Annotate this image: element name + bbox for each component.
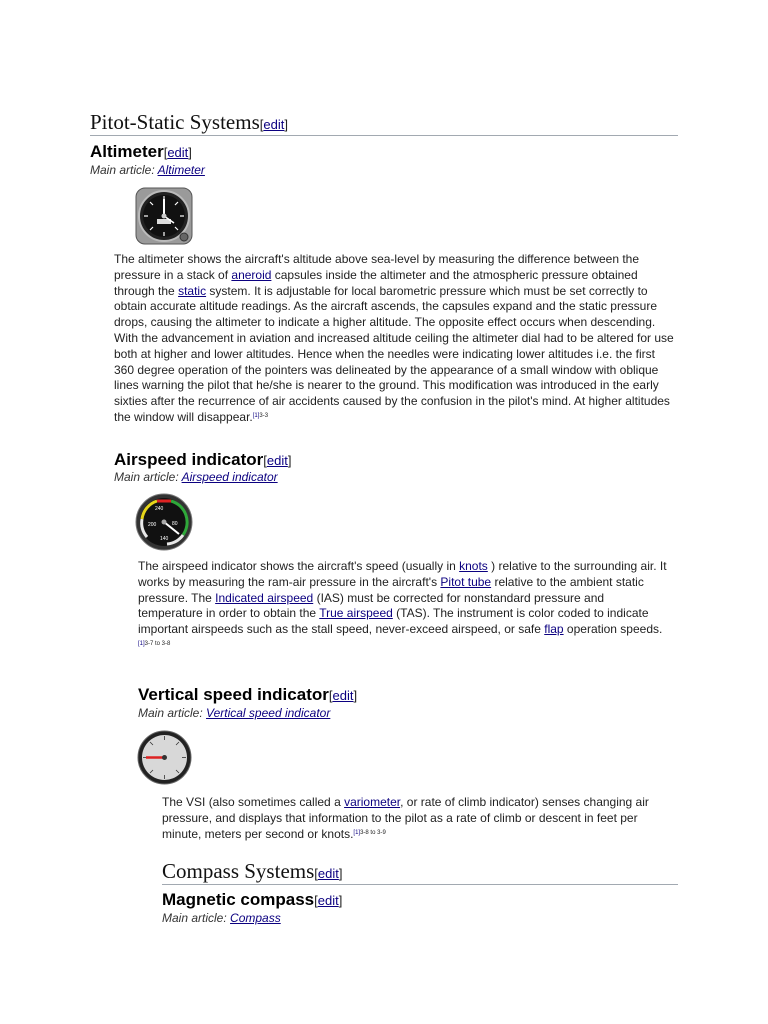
bracket-open: [ [314,893,318,908]
main-article-note [114,470,278,484]
text-span: ) relative to the surrounding air. It works by measuring the ram-air pressure in the aircraft's [138,559,667,589]
link-static[interactable]: static [178,283,207,298]
section-heading-pitot-static [90,110,288,135]
section-divider [162,884,678,885]
heading-airspeed-indicator [114,450,291,470]
bracket-open: [ [263,453,267,468]
main-article-note [162,911,281,925]
main-article-note [138,706,330,720]
main-article-link-airspeed[interactable]: Airspeed indicator [181,470,278,484]
section-divider [90,135,678,136]
altimeter-paragraph [114,252,674,426]
heading-altimeter [90,142,192,162]
reference-link[interactable]: [1] [252,412,260,419]
text-span: The airspeed indicator shows the aircraft's speed (usually in [138,559,460,573]
edit-link[interactable]: edit [317,866,339,881]
link-aneroid[interactable]: aneroid [231,267,272,282]
reference-marker [138,641,170,647]
text-span: The VSI (also sometimes called a [162,795,345,809]
subsection-title: Vertical speed indicator [138,685,329,704]
bracket-open: [ [314,866,318,881]
edit-section-link [164,145,192,160]
edit-link[interactable]: edit [332,688,354,703]
vsi-gauge-icon[interactable] [137,730,192,785]
bracket-open: [ [328,688,333,703]
reference-page: 3-7 to 3-8 [144,640,171,647]
bracket-close: ] [353,688,358,703]
edit-link[interactable]: edit [167,145,189,160]
edit-section-link [329,688,357,703]
bracket-open: [ [259,117,264,132]
subsection-title: Altimeter [90,142,164,161]
svg-text:200: 200 [148,522,157,528]
svg-text:240: 240 [155,506,164,512]
airspeed-paragraph [138,559,668,654]
edit-section-link [260,117,288,132]
bracket-open: [ [163,145,168,160]
edit-link[interactable]: edit [266,453,288,468]
link-flap[interactable]: flap [544,622,564,637]
main-article-prefix: Main article: [90,163,158,177]
text-span: relative to the ambient static pressure. The [138,574,644,605]
text-span: operation speeds. [563,622,663,637]
main-article-note [90,163,205,177]
text-span: , or rate of climb indicator) senses changing air pressure, and displays that information to the pilot as a rate of climb or descent in feet per minute, meters per second or knots. [162,795,649,841]
link-true-airspeed[interactable]: True airspeed [319,606,393,621]
link-pitot-tube[interactable]: Pitot tube [440,574,492,589]
subsection-title: Magnetic compass [162,890,315,909]
edit-link[interactable]: edit [263,117,285,132]
reference-marker [353,830,385,836]
reference-page: 3-8 to 3-9 [360,829,386,836]
heading-vertical-speed-indicator [138,685,357,705]
section-title: Pitot-Static Systems [90,110,260,134]
reference-marker [253,413,268,419]
text-span: (TAS). The instrument is color coded to indicate important airspeeds such as the stall speed, never-exceed airspeed, or safe [138,606,649,637]
airspeed-gauge-icon[interactable] [135,493,193,551]
bracket-close: ] [188,145,192,160]
reference-link[interactable]: [1] [138,640,145,647]
main-article-prefix: Main article: [138,706,207,720]
bracket-close: ] [338,866,343,881]
subsection-title: Airspeed indicator [114,450,264,469]
reference-page: 3-3 [259,412,269,419]
svg-text:80: 80 [172,521,178,527]
section-title: Compass Systems [162,859,315,883]
main-article-prefix: Main article: [114,470,182,484]
link-variometer[interactable]: variometer [344,795,401,809]
bracket-close: ] [284,117,288,132]
link-indicated-airspeed[interactable]: Indicated airspeed [215,590,314,605]
main-article-prefix: Main article: [162,911,231,925]
edit-section-link [314,893,342,908]
edit-section-link [263,453,291,468]
vsi-paragraph [162,795,662,842]
section-heading-compass [162,859,343,884]
edit-link[interactable]: edit [317,893,339,908]
bracket-close: ] [338,893,343,908]
main-article-link-altimeter[interactable]: Altimeter [157,163,205,177]
link-knots[interactable]: knots [459,559,488,573]
text-span: (IAS) must be corrected for nonstandard pressure and temperature in order to obtain the [138,590,605,621]
edit-section-link [314,866,342,881]
altimeter-gauge-icon[interactable] [135,187,193,245]
bracket-close: ] [287,453,292,468]
main-article-link-compass[interactable]: Compass [230,911,281,925]
text-span: The altimeter shows the aircraft's altitude above sea-level by measuring the difference between the pressure in a stack of [114,252,640,282]
svg-text:140: 140 [160,536,169,542]
heading-magnetic-compass [162,890,342,910]
reference-link[interactable]: [1] [353,829,361,836]
text-span: system. It is adjustable for local barometric pressure which must be set correctly to obtain accurate altitude readings. As the aircraft ascends, the capsules expand and the static pressure drops, causing the altimeter to indicate a higher altitude. The opposite effect occurs when descending. With the advancement in aviation and increased altitude ceiling the altimeter dial had to be altered for use both at higher and lower altitudes. Hence when the needles were indicating lower altitudes i.e. the first 360 degree operation of the pointers was delineated by the appearance of a small window with oblique lines warning the pilot that he/she is nearer to the ground. This modification was introduced in the early sixties after the recurrence of air accidents caused by the confusion in the pilot's mind. At higher altitudes the window will disappear. [114,283,674,424]
main-article-link-vsi[interactable]: Vertical speed indicator [206,706,331,720]
text-span: capsules inside the altimeter and the atmospheric pressure obtained through the [114,267,638,298]
